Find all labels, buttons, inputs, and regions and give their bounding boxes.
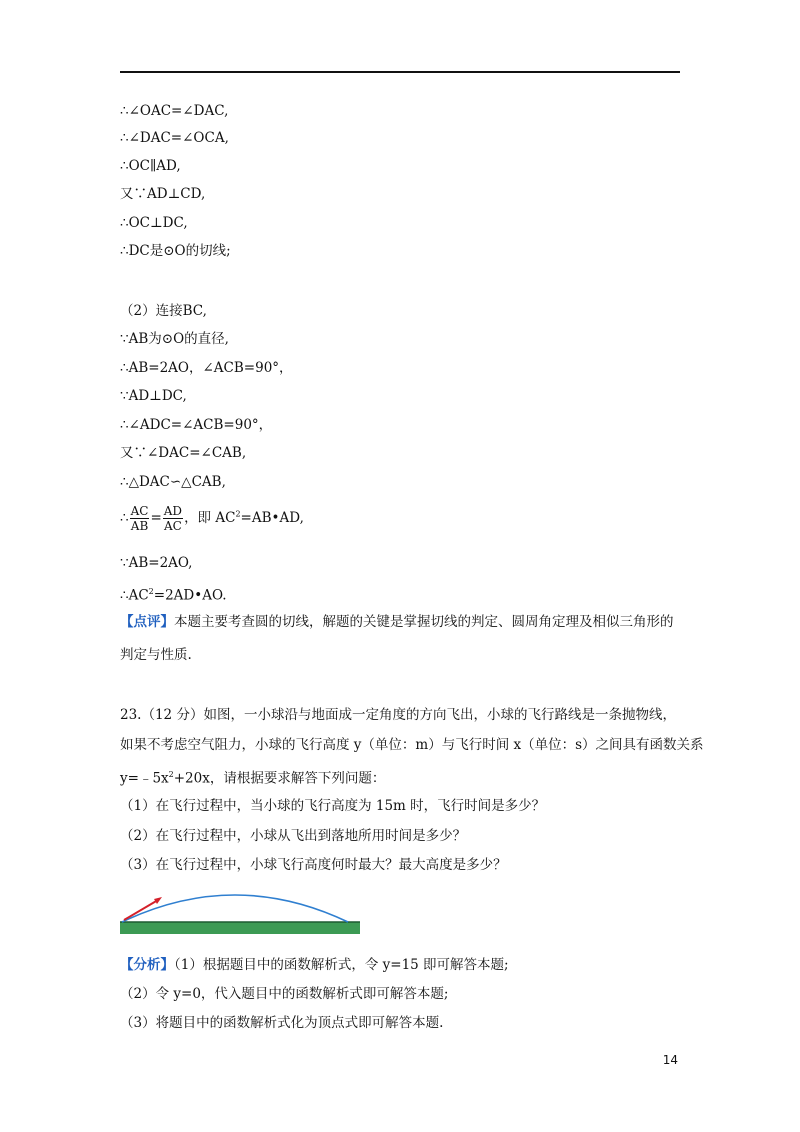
header-rule — [120, 71, 680, 73]
proof-line — [120, 582, 227, 606]
fraction-numerator: AD — [163, 504, 183, 518]
analysis-text: （1）根据题目中的函数解析式，令 y=15 即可解答本题; — [174, 957, 509, 973]
proof-line: 又∵AD⊥CD, — [120, 186, 206, 202]
proof-line: ∴△DAC∽△CAB, — [120, 474, 226, 490]
sub-question: （1）在飞行过程中，当小球的飞行高度为 15m 时，飞行时间是多少？ — [120, 798, 546, 814]
text-segment: =2AD•AO. — [153, 587, 227, 604]
superscript: 2 — [148, 587, 154, 596]
fraction-denominator: AC — [163, 519, 182, 533]
comment-line — [120, 612, 674, 632]
question-text: 23.（12 分）如图，一小球沿与地面成一定角度的方向飞出，小球的飞行路线是一条抛物线， — [120, 707, 676, 723]
therefore-symbol: ∴ — [120, 510, 129, 526]
sub-question: （3）在飞行过程中，小球飞行高度何时最大？最大高度是多少？ — [120, 857, 507, 873]
analysis-line: （3）将题目中的函数解析式化为顶点式即可解答本题. — [120, 1015, 444, 1031]
comment-line: 判定与性质. — [120, 647, 192, 663]
proof-line: ∵AB=2AO, — [120, 555, 193, 571]
text-segment: y=﹣5x — [120, 770, 169, 787]
sub-question: （2）在飞行过程中，小球从飞出到落地所用时间是多少？ — [120, 828, 467, 844]
proof-line: ∵AD⊥DC, — [120, 388, 187, 404]
comment-tag: 【点评】 — [120, 614, 174, 630]
fraction-denominator: AB — [130, 519, 149, 533]
text-segment: ∴AC — [120, 587, 149, 604]
arrow-head-icon — [154, 897, 162, 904]
parabola-figure — [120, 886, 360, 934]
fraction-ac-ab — [130, 504, 150, 533]
proof-line: 又∵∠DAC=∠CAB, — [120, 445, 247, 461]
superscript: 2 — [168, 770, 174, 779]
fraction-line — [120, 504, 304, 533]
analysis-line: （2）令 y=0，代入题目中的函数解析式即可解答本题; — [120, 986, 449, 1002]
comment-text: 本题主要考查圆的切线，解题的关键是掌握切线的判定、圆周角定理及相似三角形的 — [174, 614, 674, 630]
ground-strip — [120, 922, 360, 934]
analysis-line — [120, 955, 509, 975]
proof-line: ∴OC∥AD, — [120, 158, 181, 174]
proof-line: ∴∠OAC=∠DAC, — [120, 103, 229, 119]
fraction-conclusion-rest: =AB•AD, — [240, 510, 304, 526]
equals-sign: = — [150, 510, 162, 526]
fraction-conclusion: ，即 AC — [184, 510, 236, 526]
proof-line: ∴∠ADC=∠ACB=90°， — [120, 417, 273, 433]
question-text — [120, 765, 385, 789]
page-number: 14 — [662, 1053, 678, 1067]
analysis-tag: 【分析】 — [120, 957, 174, 973]
fraction-ad-ac — [163, 504, 183, 533]
proof-line: ∴AB=2AO，∠ACB=90°， — [120, 360, 293, 376]
proof-line: ∴OC⊥DC, — [120, 215, 188, 231]
fraction-numerator: AC — [130, 504, 149, 518]
proof-line: （2）连接BC, — [120, 303, 207, 319]
proof-line: ∵AB为⊙O的直径, — [120, 331, 229, 347]
text-segment: +20x，请根据要求解答下列问题： — [173, 770, 386, 787]
superscript: 2 — [235, 509, 241, 519]
proof-line: ∴∠DAC=∠OCA, — [120, 130, 229, 146]
question-text: 如果不考虑空气阻力，小球的飞行高度 y（单位：m）与飞行时间 x（单位：s）之间具有函数关系 — [120, 737, 704, 753]
proof-line: ∴DC是⊙O的切线; — [120, 243, 231, 259]
